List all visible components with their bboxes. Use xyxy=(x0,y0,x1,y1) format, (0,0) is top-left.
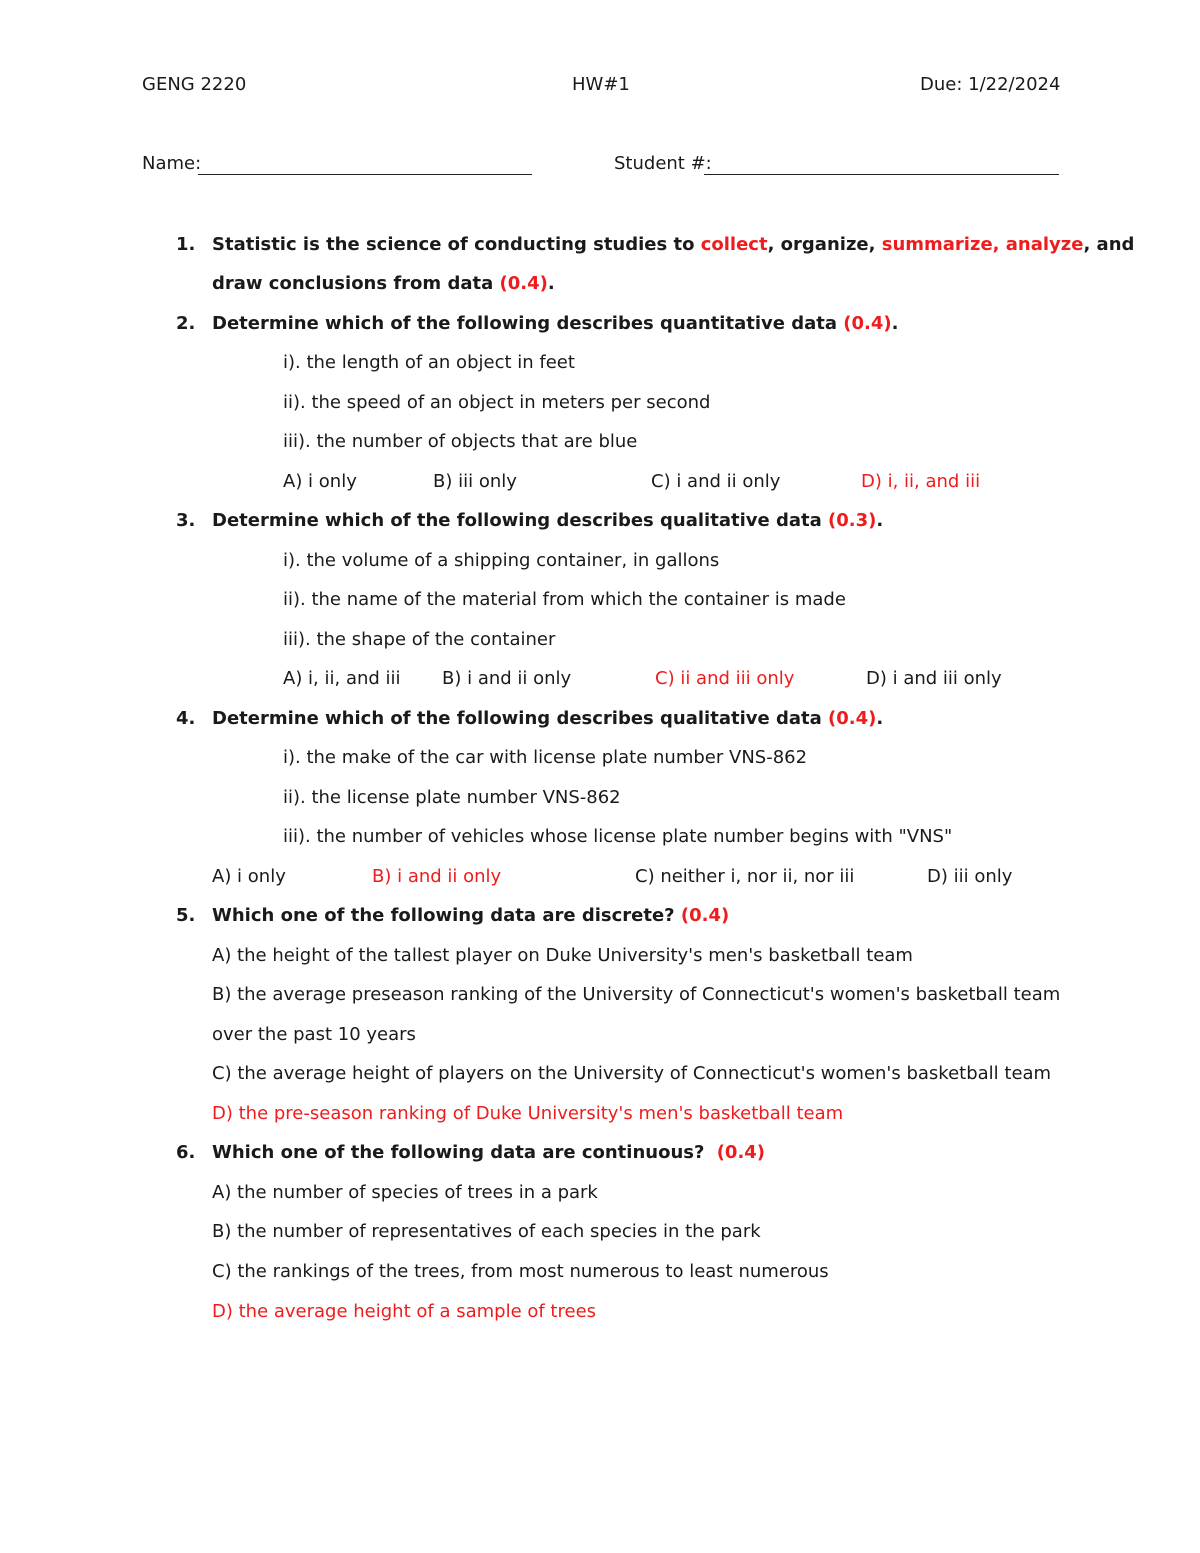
statement-item: i). the make of the car with license plate number VNS-862 xyxy=(283,747,808,768)
statement-item: iii). the shape of the container xyxy=(283,629,556,650)
choice-b-continued: over the past 10 years xyxy=(212,1024,416,1045)
question-text: Determine which of the following describes quantitative data (0.4). xyxy=(212,313,899,334)
answer-summarize-analyze: summarize, analyze xyxy=(881,234,1084,255)
name-field[interactable] xyxy=(198,174,532,175)
choice-a[interactable]: A) the height of the tallest player on Duke University's men's basketball team xyxy=(212,945,913,966)
choice-d[interactable]: D) iii only xyxy=(927,866,1013,887)
student-number-label: Student #: xyxy=(614,153,712,174)
choice-d-correct[interactable]: D) the average height of a sample of trees xyxy=(212,1301,597,1322)
statement-item: ii). the speed of an object in meters per second xyxy=(283,392,711,413)
question-3 xyxy=(0,501,1200,541)
statement-item: ii). the license plate number VNS-862 xyxy=(283,787,621,808)
choice-c[interactable]: C) the average height of players on the University of Connecticut's women's basketball team xyxy=(212,1063,1052,1084)
course-code: GENG 2220 xyxy=(142,74,247,95)
choices-row xyxy=(0,659,1200,699)
points: (0.4) xyxy=(680,905,730,926)
statement-item: i). the volume of a shipping container, in gallons xyxy=(283,550,720,571)
choices-row xyxy=(0,462,1200,502)
statement-item: i). the length of an object in feet xyxy=(283,352,575,373)
choice-d[interactable]: D) i and iii only xyxy=(866,668,1002,689)
choice-c[interactable]: C) i and ii only xyxy=(651,471,781,492)
answer-collect: collect xyxy=(700,234,768,255)
question-number: 1. xyxy=(176,234,196,255)
name-label: Name: xyxy=(142,153,202,174)
statement-item: iii). the number of objects that are blue xyxy=(283,431,638,452)
due-date: Due: 1/22/2024 xyxy=(920,74,1061,95)
question-text: Determine which of the following describes qualitative data (0.4). xyxy=(212,708,884,729)
choice-c-correct[interactable]: C) ii and iii only xyxy=(655,668,795,689)
question-number: 3. xyxy=(176,510,196,531)
question-4 xyxy=(0,699,1200,739)
question-text: Which one of the following data are continuous? (0.4) xyxy=(212,1142,766,1163)
statement-item: iii). the number of vehicles whose license plate number begins with "VNS" xyxy=(283,826,953,847)
points: (0.4) xyxy=(716,1142,766,1163)
choice-b[interactable]: B) the average preseason ranking of the University of Connecticut's women's basketball team xyxy=(212,984,1061,1005)
question-number: 2. xyxy=(176,313,196,334)
question-number: 6. xyxy=(176,1142,196,1163)
choice-d-correct[interactable]: D) i, ii, and iii xyxy=(861,471,981,492)
question-text: draw conclusions from data (0.4). xyxy=(212,273,555,294)
homework-title: HW#1 xyxy=(572,74,630,95)
choice-a[interactable]: A) i only xyxy=(283,471,357,492)
points: (0.3) xyxy=(828,510,877,531)
question-1-continued xyxy=(0,264,1200,304)
choice-c[interactable]: C) neither i, nor ii, nor iii xyxy=(635,866,855,887)
question-number: 5. xyxy=(176,905,196,926)
choice-c[interactable]: C) the rankings of the trees, from most numerous to least numerous xyxy=(212,1261,829,1282)
question-number: 4. xyxy=(176,708,196,729)
points: (0.4) xyxy=(828,708,877,729)
student-number-field[interactable] xyxy=(704,174,1059,175)
choice-b-correct[interactable]: B) i and ii only xyxy=(372,866,502,887)
points: (0.4) xyxy=(843,313,892,334)
choice-b[interactable]: B) i and ii only xyxy=(442,668,572,689)
choice-a[interactable]: A) i only xyxy=(212,866,286,887)
choice-a[interactable]: A) i, ii, and iii xyxy=(283,668,401,689)
points: (0.4) xyxy=(499,273,548,294)
choice-b[interactable]: B) the number of representatives of each species in the park xyxy=(212,1221,761,1242)
question-2 xyxy=(0,304,1200,344)
choices-row xyxy=(0,857,1200,897)
question-text: Determine which of the following describes qualitative data (0.3). xyxy=(212,510,884,531)
statement-item: ii). the name of the material from which the container is made xyxy=(283,589,846,610)
question-text: Statistic is the science of conducting studies to collect, organize, summarize, analyze, and xyxy=(212,234,1135,255)
question-6 xyxy=(0,1133,1200,1173)
question-5 xyxy=(0,896,1200,936)
question-text: Which one of the following data are discrete? (0.4) xyxy=(212,905,730,926)
question-1 xyxy=(0,225,1200,265)
choice-d-correct[interactable]: D) the pre-season ranking of Duke University's men's basketball team xyxy=(212,1103,844,1124)
choice-a[interactable]: A) the number of species of trees in a park xyxy=(212,1182,598,1203)
choice-b[interactable]: B) iii only xyxy=(433,471,517,492)
